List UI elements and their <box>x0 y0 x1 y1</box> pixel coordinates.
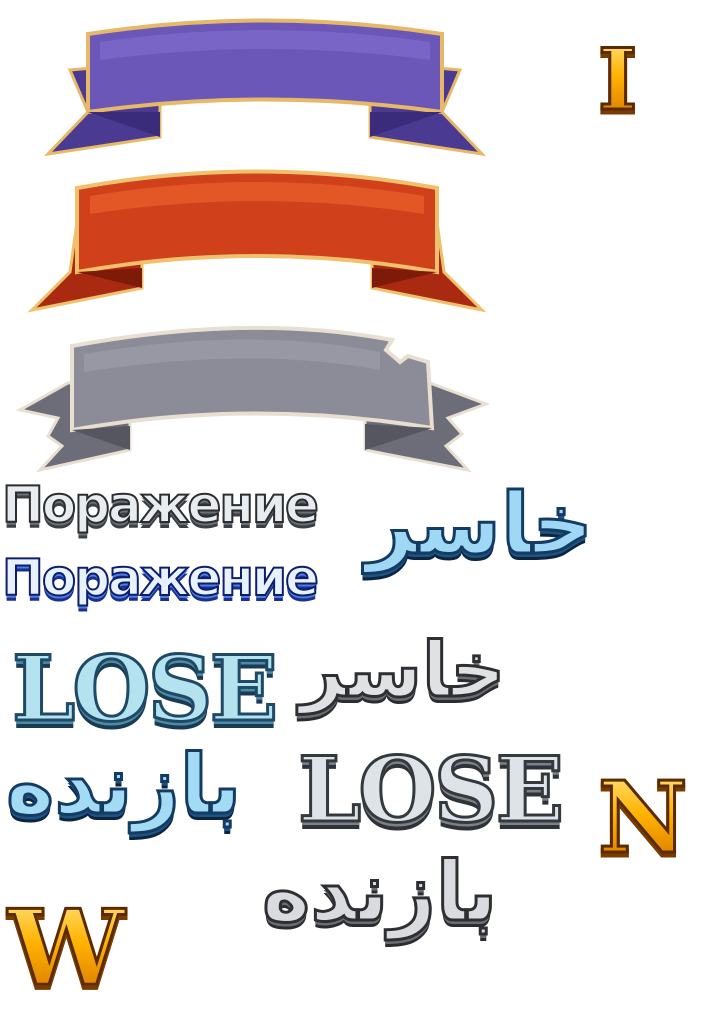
purple-ribbon-banner <box>10 12 520 162</box>
lose-blue-text: LOSE <box>12 636 276 742</box>
persian-loser-blue-text: بازنده <box>6 738 242 833</box>
persian-loser-silver-text: بازنده <box>262 845 498 940</box>
russian-defeat-blue-text: Поражение <box>2 549 317 607</box>
gray-worn-ribbon-banner <box>0 318 500 478</box>
gold-letter-w: W <box>8 886 125 1009</box>
gold-letter-n: N <box>598 761 688 876</box>
gold-letter-i: I <box>598 30 638 129</box>
arabic-lose-silver-text: خاسر <box>300 625 506 714</box>
russian-defeat-silver-text: Поражение <box>2 476 317 534</box>
arabic-lose-blue-text: خاسر <box>366 475 593 573</box>
red-ribbon-banner <box>2 160 512 325</box>
lose-silver-text: LOSE <box>298 737 562 843</box>
